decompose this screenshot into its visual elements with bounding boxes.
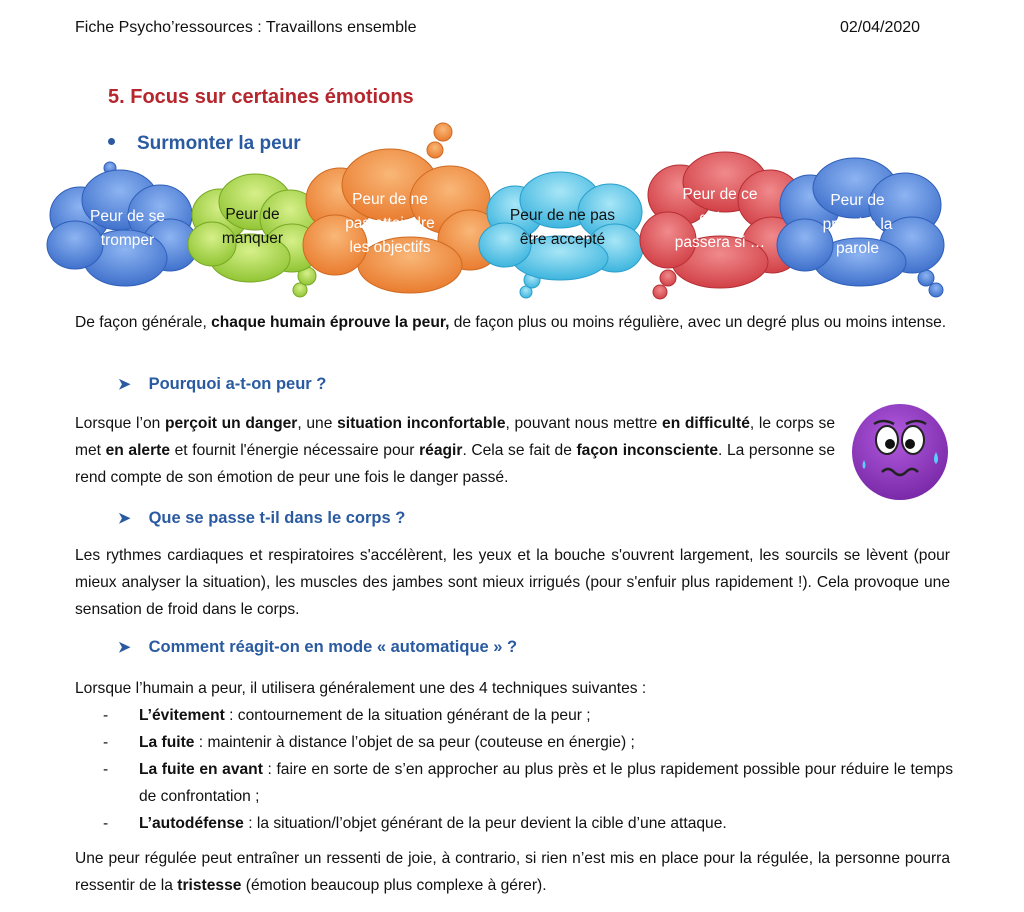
fear-clouds-graphic (0, 0, 1024, 310)
subtitle-text: Surmonter la peur (137, 133, 301, 154)
pourquoi-paragraph: Lorsque l’on perçoit un danger, une situation inconfortable, pouvant nous mettre en difficulté, le corps se met en alerte et fournit l'énergie nécessaire pour réagir. Cela se fait de façon inconsciente. La personne se rend compte de son émotion de peur une fois le danger passé. (75, 415, 836, 486)
conclusion-paragraph: Une peur régulée peut entraîner un ressenti de joie, à contrario, si rien n’est mis en place pour la régulée, la personne pourra ressentir de la tristesse (émotion beaucoup plus complexe à gérer). (75, 850, 950, 894)
worried-face-icon (850, 402, 950, 502)
cloud-label-parole: Peur de prendre la parole (822, 192, 893, 257)
intro-paragraph: De façon générale, chaque humain éprouve la peur, de façon plus ou moins régulière, avec un degré plus ou moins intense. (75, 314, 947, 331)
list-item: - La fuite : maintenir à distance l’objet de sa peur (couteuse en énergie) ; (103, 734, 635, 751)
arrow-icon: ➤ (118, 510, 131, 527)
cloud-label-objectifs: Peur de ne pas atteindre les objectifs (345, 191, 435, 256)
list-item: - L’autodéfense : la situation/l’objet générant de la peur devient la cible d’une attaque. (103, 815, 727, 832)
header-date: 02/04/2020 (840, 19, 921, 36)
techniques-list (103, 702, 953, 837)
cloud-label-tromper: Peur de se tromper (90, 208, 165, 249)
list-item: - La fuite en avant : faire en sorte de s’en approcher au plus près et le plus rapidement possible pour réduire le temps de confrontation ; (103, 761, 953, 805)
arrow-icon: ➤ (118, 376, 131, 393)
list-item: - L’évitement : contournement de la situation générant de la peur ; (103, 707, 591, 724)
question-pourquoi: ➤ Pourquoi a-t-on peur ? (118, 375, 327, 393)
question-automatique: ➤ Comment réagit-on en mode « automatique » ? (118, 638, 518, 656)
question-corps: ➤ Que se passe t-il dans le corps ? (118, 509, 406, 527)
header-title: Fiche Psycho’ressources : Travaillons ensemble (75, 19, 417, 36)
automatique-intro: Lorsque l’humain a peur, il utilisera généralement une des 4 techniques suivantes : (75, 680, 647, 697)
cloud-label-manquer: Peur de manquer (221, 206, 284, 247)
corps-paragraph: Les rythmes cardiaques et respiratoires s'accélèrent, les yeux et la bouche s'ouvrent largement, les sourcils se lèvent (pour mieux analyser la situation), les muscles des jambes sont mieux irrigués (pour s'enfuir plus rapidement !). Cela provoque une sensation de froid dans le corps. (75, 547, 950, 618)
cloud-label-passera: Peur de ce qui se passera si … (674, 186, 766, 251)
cloud-label-accepte: Peur de ne pas être accepté (509, 207, 616, 248)
section-title: 5. Focus sur certaines émotions (108, 86, 414, 108)
arrow-icon: ➤ (118, 639, 131, 656)
